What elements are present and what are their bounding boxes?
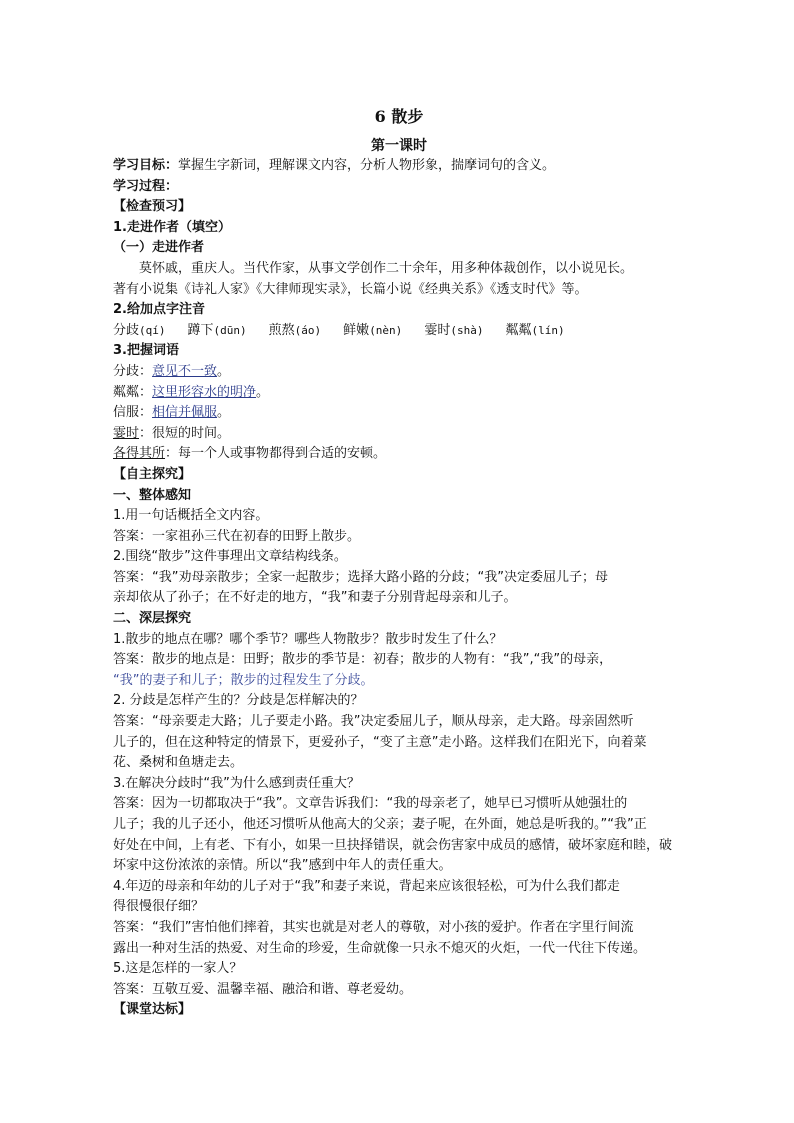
deep-answer-5: 答案：互敬互爱、温馨幸福、融洽和谐、尊老爱幼。: [113, 981, 413, 997]
word-definition: 霎时：很短的时间。: [113, 425, 231, 441]
lesson-subtitle: 第一课时: [371, 138, 427, 154]
pinyin-item: 粼粼(lín): [505, 322, 565, 338]
goal-text: 掌握生字新词，理解课文内容，分析人物形象，揣摩词句的含义。: [178, 158, 556, 173]
deep-answer-2-line-2: 儿子的，但在这种特定的情景下，更爱孙子，“变了主意”走小路。这样我们在阳光下，向着菜: [113, 734, 647, 750]
section-explore: 【自主探究】: [113, 466, 192, 482]
word-definition: 粼粼：这里形容水的明净。: [113, 384, 270, 400]
document-content: [113, 104, 685, 1021]
deep-answer-1-line-1: 答案：散步的地点是：田野；散步的季节是：初春；散步的人物有：“我”,“我”的母亲，: [113, 652, 613, 668]
pinyin-item: 蹲下(dūn): [187, 322, 247, 338]
deep-answer-2-line-1: 答案：“母亲要走大路；儿子要走小路。我”决定委屈儿子，顺从母亲，走大路。母亲固然听: [113, 714, 634, 730]
question-1: 1.用一句话概括全文内容。: [113, 508, 269, 524]
heading-author-sub: （一）走进作者: [113, 240, 205, 256]
deep-question-4-line-2: 得很慢很仔细？: [113, 899, 205, 915]
author-paragraph-line-2: 著有小说集《诗礼人家》《大律师现实录》，长篇小说《经典关系》《透支时代》等。: [113, 281, 588, 297]
deep-question-1: 1.散步的地点在哪？哪个季节？哪些人物散步？散步时发生了什么？: [113, 631, 503, 647]
deep-answer-1-line-2: “我”的妻子和儿子；散步的过程发生了分歧。: [113, 672, 374, 688]
heading-words: 3.把握词语: [113, 343, 179, 359]
deep-question-5: 5.这是怎样的一家人？: [113, 961, 243, 977]
learning-goal: [113, 156, 685, 177]
pinyin-item: 霎时(shà): [424, 322, 484, 338]
goal-label: 学习目标：: [113, 158, 179, 173]
answer-2-line-2: 亲却依从了孙子；在不好走的地方，“我”和妻子分别背起母亲和儿子。: [113, 590, 517, 606]
deep-answer-3-line-3: 好处在中间，上有老、下有小，如果一旦抉择错误，就会伤害家中成员的感情，破坏家庭和睦，破: [113, 837, 673, 853]
answer-1: 答案：一家祖孙三代在初春的田野上散步。: [113, 528, 361, 544]
heading-pinyin: 2.给加点字注音: [113, 302, 205, 318]
process-label: 学习过程：: [113, 178, 179, 194]
heading-author: 1.走进作者（填空）: [113, 219, 231, 235]
deep-answer-3-line-4: 坏家中这份浓浓的亲情。所以“我”感到中年人的责任重大。: [113, 858, 452, 874]
pinyin-row: [113, 321, 685, 342]
answer-2-line-1: 答案：“我”劝母亲散步；全家一起散步；选择大路小路的分歧；“我”决定委屈儿子；母: [113, 569, 608, 585]
pinyin-item: 煎熬(áo): [268, 322, 322, 338]
deep-question-2: 2. 分歧是怎样产生的？分歧是怎样解决的？: [113, 693, 364, 709]
deep-question-3: 3.在解决分歧时“我”为什么感到责任重大？: [113, 775, 360, 791]
question-2: 2.围绕“散步”这件事理出文章结构线条。: [113, 549, 347, 565]
heading-deep: 二、深层探究: [113, 611, 192, 627]
deep-answer-2-line-3: 花、桑树和鱼塘走去。: [113, 755, 244, 771]
word-definition: 分歧：意见不一致。: [113, 363, 231, 379]
pinyin-item: 鲜嫩(nèn): [343, 322, 403, 338]
author-paragraph-line-1: 莫怀戚，重庆人。当代作家，从事文学创作二十余年，用多种体裁创作，以小说见长。: [139, 260, 634, 276]
deep-answer-3-line-2: 儿子；我的儿子还小，他还习惯听从他高大的父亲；妻子呢，在外面，她总是听我的。”“我”正: [113, 817, 647, 832]
section-preview: 【检查预习】: [113, 199, 192, 215]
deep-answer-4-line-1: 答案：“我们”害怕他们摔着，其实也就是对老人的尊敬，对小孩的爱护。作者在字里行间流: [113, 919, 634, 935]
deep-answer-3-line-1: 答案：因为一切都取决于“我”。文章告诉我们：“我的母亲老了，她早已习惯听从她强壮的: [113, 796, 628, 812]
heading-overall: 一、整体感知: [113, 487, 192, 503]
word-definition: 信服：相信并佩服。: [113, 405, 231, 421]
page-title: 6 散步: [374, 107, 424, 126]
deep-question-4-line-1: 4.年迈的母亲和年幼的儿子对于“我”和妻子来说，背起来应该很轻松，可为什么我们都走: [113, 878, 620, 894]
pinyin-item: 分歧(qí): [113, 322, 166, 338]
deep-answer-4-line-2: 露出一种对生活的热爱、对生命的珍爱，生命就像一只永不熄灭的火炬，一代一代往下传递。: [113, 940, 647, 956]
section-class-target: 【课堂达标】: [113, 1002, 192, 1018]
word-definition: 各得其所：每一个人或事物都得到合适的安顿。: [113, 446, 387, 462]
